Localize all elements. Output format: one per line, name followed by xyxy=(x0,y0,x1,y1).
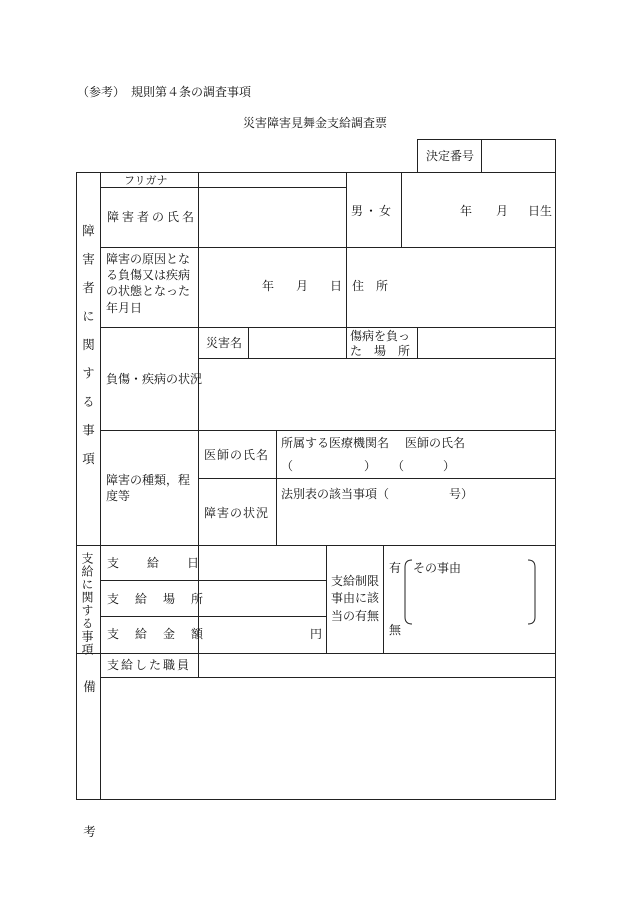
birth-month-label: 月 xyxy=(496,204,509,218)
disaster-name-label: 災害名 xyxy=(206,336,243,350)
address-label: 住 所 xyxy=(352,279,389,293)
decision-number-field[interactable] xyxy=(482,140,555,172)
rule xyxy=(417,139,418,172)
disability-status-field[interactable] xyxy=(277,479,555,544)
payment-place-label: 支 給 場 所 xyxy=(107,592,206,606)
doctor-name-label: 医師の氏名 xyxy=(204,448,270,462)
rule xyxy=(326,545,327,653)
furigana-label: フリガナ xyxy=(124,174,168,187)
staff-label: 支給した職員 xyxy=(107,658,192,672)
remarks-label: 備 考 xyxy=(81,680,97,898)
no-label[interactable]: 無 xyxy=(389,623,402,637)
cause-month-label: 月 xyxy=(296,279,309,293)
injury-status-field[interactable] xyxy=(199,359,555,429)
rule xyxy=(383,545,384,653)
yen-label: 円 xyxy=(310,627,323,641)
rule xyxy=(346,172,347,327)
birth-day-label: 日生 xyxy=(528,204,553,218)
name-field[interactable] xyxy=(199,188,346,246)
victim-section-label: 障害者に関する事項 xyxy=(80,224,96,481)
rule xyxy=(346,327,347,358)
gender-label: 男・女 xyxy=(351,204,394,218)
payment-amount-field[interactable] xyxy=(199,617,303,652)
cause-year-label: 年 xyxy=(262,279,275,293)
injury-status-label: 負傷・疾病の状況 xyxy=(106,372,203,386)
rule xyxy=(76,799,556,800)
rule xyxy=(555,172,556,799)
rule xyxy=(76,172,77,799)
paren-open-2: （ xyxy=(392,459,405,473)
yes-label[interactable]: 有 xyxy=(389,561,402,575)
rule xyxy=(401,172,402,247)
payment-section-label: 支給に関する事項 xyxy=(80,552,94,656)
reference-note: （参考） 規則第４条の調査事項 xyxy=(77,85,252,99)
disaster-name-field[interactable] xyxy=(249,328,346,358)
form-title: 災害障害見舞金支給調査票 xyxy=(242,116,387,130)
reason-field[interactable] xyxy=(414,576,530,620)
paren-open-1: （ xyxy=(281,459,294,473)
right-bracket-icon xyxy=(526,559,538,625)
restriction-label: 支給制限事由に該当の有無 xyxy=(331,574,380,623)
doctor-name-inner-label: 医師の氏名 xyxy=(405,436,466,450)
doctor-name-field[interactable] xyxy=(405,456,443,474)
injury-place-field[interactable] xyxy=(418,328,555,358)
law-table-label: 法別表の該当事項（ 号） xyxy=(281,487,474,501)
paren-close-1: ） xyxy=(364,459,377,473)
decision-number-label: 決定番号 xyxy=(426,149,475,163)
cause-day-label: 日 xyxy=(330,279,343,293)
rule xyxy=(100,430,556,431)
payment-date-label: 支 給 日 xyxy=(107,556,208,570)
payment-place-field[interactable] xyxy=(199,581,326,616)
medical-institution-label: 所属する医療機関名 xyxy=(281,436,390,450)
payment-amount-label: 支 給 金 額 xyxy=(107,627,206,641)
address-field[interactable] xyxy=(401,248,555,326)
birth-year-label: 年 xyxy=(460,204,473,218)
payment-date-field[interactable] xyxy=(199,546,326,580)
disability-type-label: 障害の種類，程度等 xyxy=(106,473,191,504)
disability-status-label: 障害の状況 xyxy=(204,506,270,520)
remarks-field[interactable] xyxy=(101,678,555,799)
rule xyxy=(555,139,556,172)
reason-label: その事由 xyxy=(413,561,462,575)
furigana-field[interactable] xyxy=(199,173,346,187)
name-label: 障害者の氏名 xyxy=(107,210,198,224)
paren-close-2: ） xyxy=(443,459,456,473)
injury-place-label-1: 傷病を負っ xyxy=(350,329,411,343)
injury-place-label-2: た 場 所 xyxy=(350,344,411,358)
cause-date-label: 障害の原因となる負傷又は疾病の状態となった年月日 xyxy=(106,252,191,315)
staff-field[interactable] xyxy=(199,654,555,677)
medical-institution-field[interactable] xyxy=(294,456,364,474)
